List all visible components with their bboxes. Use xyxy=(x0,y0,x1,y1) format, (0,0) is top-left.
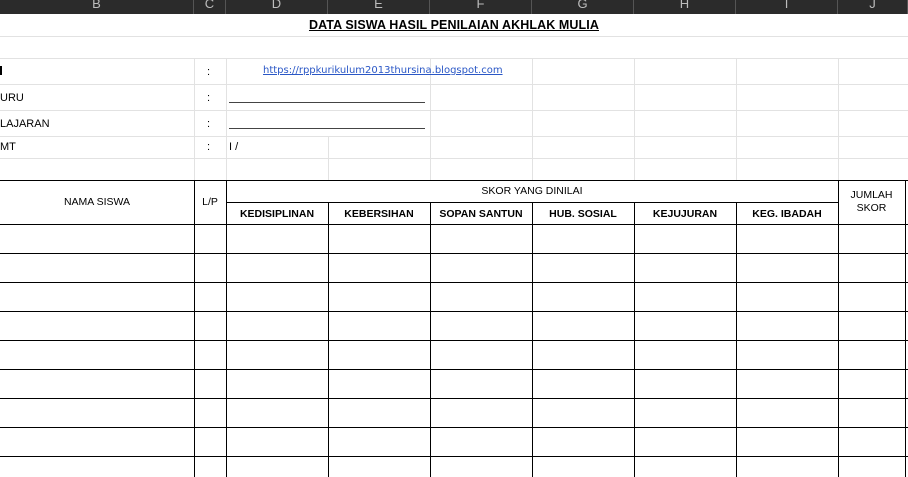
column-header-g[interactable]: G xyxy=(532,0,634,14)
gridline xyxy=(532,58,533,180)
column-header-j[interactable]: J xyxy=(838,0,908,14)
header-jumlah: JUMLAH xyxy=(850,189,893,201)
gridline xyxy=(0,158,908,159)
gridline xyxy=(0,84,908,85)
column-header-b[interactable]: B xyxy=(0,0,194,14)
guru-input-line[interactable] xyxy=(229,102,425,103)
info-label-semester: MT xyxy=(0,141,16,153)
header-skor: SKOR xyxy=(856,202,887,214)
gridline xyxy=(226,58,227,180)
info-colon: : xyxy=(207,92,211,104)
header-kejujuran: KEJUJURAN xyxy=(652,208,718,220)
header-lp: L/P xyxy=(202,196,218,208)
semester-value[interactable]: I / xyxy=(229,141,239,153)
table-border xyxy=(0,180,908,181)
table-border xyxy=(328,202,329,477)
column-header-d[interactable]: D xyxy=(226,0,328,14)
page-title: DATA SISWA HASIL PENILAIAN AKHLAK MULIA xyxy=(308,18,599,32)
header-kedisiplinan: KEDISIPLINAN xyxy=(239,208,315,220)
table-border xyxy=(0,427,908,428)
pelajaran-input-line[interactable] xyxy=(229,128,425,129)
gridline xyxy=(328,136,329,180)
gridline xyxy=(736,58,737,180)
table-border xyxy=(226,180,227,477)
column-header-i[interactable]: I xyxy=(736,0,838,14)
table-border xyxy=(0,456,908,457)
table-border xyxy=(905,180,906,477)
gridline xyxy=(430,58,431,180)
table-border xyxy=(736,202,737,477)
gridline xyxy=(0,36,908,37)
info-colon: : xyxy=(207,118,211,130)
info-label-fragment xyxy=(0,66,2,75)
column-header-f[interactable]: F xyxy=(430,0,532,14)
gridline xyxy=(0,110,908,111)
header-nama-siswa: NAMA SISWA xyxy=(63,196,131,208)
info-colon: : xyxy=(207,141,211,153)
spreadsheet-grid[interactable] xyxy=(0,14,908,477)
table-border xyxy=(0,282,908,283)
header-keg-ibadah: KEG. IBADAH xyxy=(752,208,822,220)
info-label-guru: URU xyxy=(0,92,24,104)
header-kebersihan: KEBERSIHAN xyxy=(344,208,414,220)
gridline xyxy=(634,58,635,180)
column-header-c[interactable]: C xyxy=(194,0,226,14)
table-border xyxy=(634,202,635,477)
column-header-h[interactable]: H xyxy=(634,0,736,14)
gridline xyxy=(838,58,839,180)
website-link[interactable]: https://rppkurikulum2013thursina.blogspot.com xyxy=(263,65,503,76)
table-border xyxy=(0,253,908,254)
gridline xyxy=(194,58,195,180)
table-border xyxy=(0,340,908,341)
table-border xyxy=(0,224,908,225)
header-hub-sosial: HUB. SOSIAL xyxy=(549,208,617,220)
table-border xyxy=(838,180,839,477)
info-colon: : xyxy=(207,66,211,78)
table-border xyxy=(194,180,195,477)
table-border xyxy=(0,311,908,312)
table-border xyxy=(0,398,908,399)
header-sopan-santun: SOPAN SANTUN xyxy=(439,208,523,220)
column-header-bar xyxy=(0,0,908,14)
table-border xyxy=(430,202,431,477)
column-header-e[interactable]: E xyxy=(328,0,430,14)
gridline xyxy=(0,136,908,137)
table-border xyxy=(532,202,533,477)
gridline xyxy=(0,58,908,59)
info-label-pelajaran: LAJARAN xyxy=(0,118,50,130)
header-skor-group: SKOR YANG DINILAI xyxy=(481,185,583,197)
table-border xyxy=(0,369,908,370)
